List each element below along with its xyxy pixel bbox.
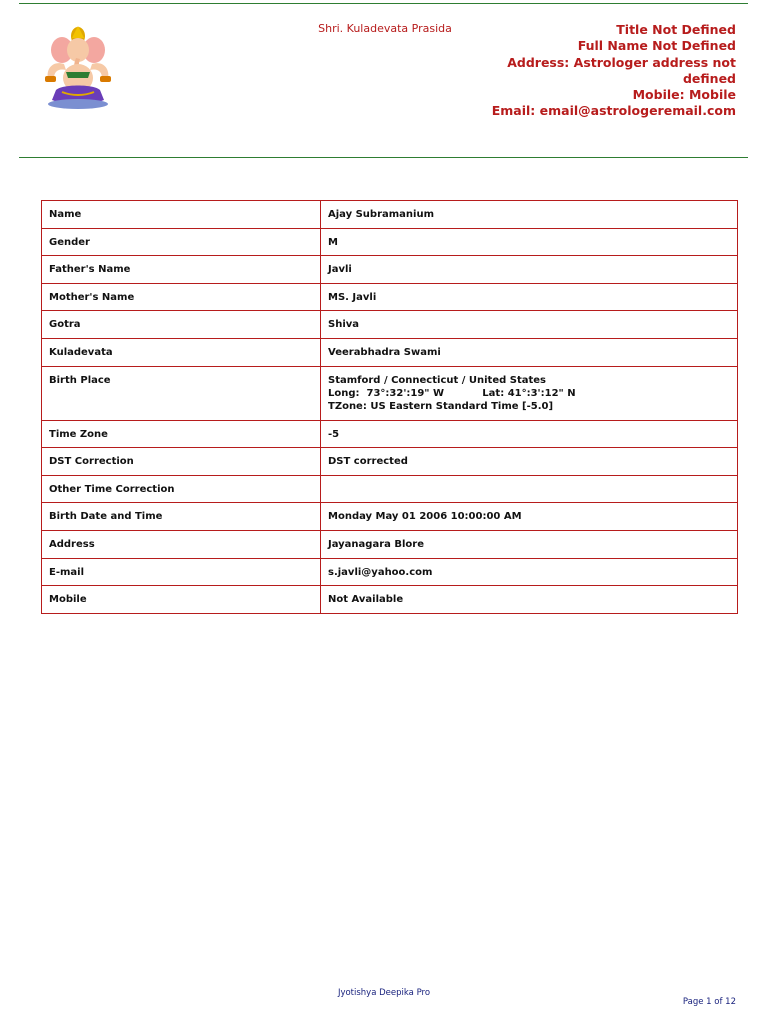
row-label: Mother's Name <box>42 283 321 311</box>
table-row <box>42 475 738 503</box>
table-row <box>42 448 738 476</box>
header-top-rule <box>19 3 748 4</box>
row-label: Kuladevata <box>42 338 321 366</box>
table-row <box>42 530 738 558</box>
birth-details-table <box>41 200 738 614</box>
row-value: DST corrected <box>321 448 738 476</box>
astrologer-title: Title Not Defined <box>616 22 736 37</box>
row-value: Not Available <box>321 586 738 614</box>
astrologer-full-name: Full Name Not Defined <box>577 38 736 54</box>
row-value: Ajay Subramanium <box>321 201 738 229</box>
table-row <box>42 503 738 531</box>
page-number: Page 1 of 12 <box>682 997 736 1007</box>
row-value-birth-place <box>321 366 738 420</box>
row-value: M <box>321 228 738 256</box>
row-label: Birth Date and Time <box>42 503 321 531</box>
row-label: E-mail <box>42 558 321 586</box>
table-row <box>42 366 738 420</box>
row-value: MS. Javli <box>321 283 738 311</box>
astrologer-mobile: Mobile: Mobile <box>632 87 736 103</box>
table-row <box>42 586 738 614</box>
astrologer-email: Email: email@astrologeremail.com <box>491 103 736 119</box>
row-label: Mobile <box>42 586 321 614</box>
row-value <box>321 475 738 503</box>
row-value: Shiva <box>321 311 738 339</box>
table-row <box>42 338 738 366</box>
birth-place-coordinates: Long: 73°:32':19" W Lat: 41°:3':12" N <box>328 387 576 399</box>
ganesha-icon <box>38 26 118 110</box>
row-value: -5 <box>321 420 738 448</box>
row-label: Address <box>42 530 321 558</box>
table-row <box>42 201 738 229</box>
astrologer-address: Address: Astrologer address not defined <box>507 54 736 86</box>
row-value: Monday May 01 2006 10:00:00 AM <box>321 503 738 531</box>
row-label: Gender <box>42 228 321 256</box>
row-label: Time Zone <box>42 420 321 448</box>
invocation-text: Shri. Kuladevata Prasida <box>318 22 452 35</box>
row-value: Jayanagara Blore <box>321 530 738 558</box>
table-row <box>42 283 738 311</box>
table-row <box>42 228 738 256</box>
row-value: s.javli@yahoo.com <box>321 558 738 586</box>
row-label: DST Correction <box>42 448 321 476</box>
row-label: Other Time Correction <box>42 475 321 503</box>
header-bottom-rule <box>19 157 748 158</box>
table-row <box>42 420 738 448</box>
footer-app-name: Jyotishya Deepika Pro <box>337 988 431 998</box>
row-label: Name <box>42 201 321 229</box>
row-value: Veerabhadra Swami <box>321 338 738 366</box>
table-row <box>42 256 738 284</box>
row-label: Birth Place <box>42 366 321 420</box>
row-label: Gotra <box>42 311 321 339</box>
row-label: Father's Name <box>42 256 321 284</box>
astrologer-info <box>476 22 736 120</box>
birth-place-location: Stamford / Connecticut / United States <box>328 374 546 386</box>
birth-place-timezone: TZone: US Eastern Standard Time [-5.0] <box>328 401 554 413</box>
table-row <box>42 311 738 339</box>
table-row <box>42 558 738 586</box>
row-value: Javli <box>321 256 738 284</box>
